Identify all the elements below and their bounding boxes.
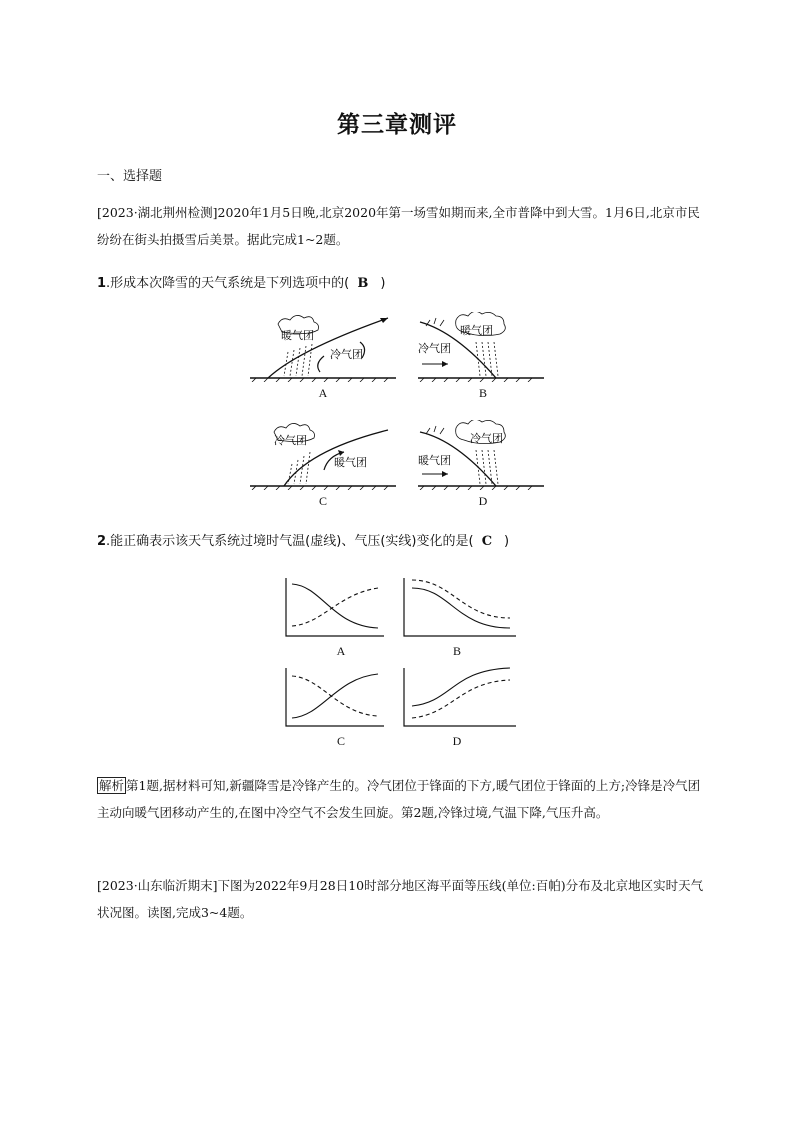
question-2-number: 2 bbox=[97, 534, 107, 549]
page-title: 第三章测评 bbox=[337, 112, 457, 138]
label-lower: 暖气团 bbox=[334, 456, 367, 469]
intro-paragraph-1: [2023·湖北荆州检测]2020年1月5日晚,北京2020年第一场雪如期而来,全市普降中到大雪。1月6日,北京市民纷纷在街头拍摄雪后美景。据此完成1~2题。 bbox=[97, 205, 700, 247]
graph-caption-d: D bbox=[452, 734, 462, 748]
graph-b bbox=[400, 576, 518, 644]
front-diagram-a bbox=[248, 312, 398, 386]
question-2-text: .能正确表示该天气系统过境时气温(虚线)、气压(实线)变化的是( bbox=[106, 534, 474, 549]
label-upper: 冷气团 bbox=[470, 432, 503, 445]
caption-a: A bbox=[318, 386, 328, 400]
caption-c: C bbox=[318, 494, 327, 508]
front-diagram-d bbox=[416, 420, 546, 494]
question-2-answer: C bbox=[481, 534, 493, 549]
label-lower: 冷气团 bbox=[418, 342, 451, 355]
front-diagram-b bbox=[416, 312, 546, 386]
question-2 bbox=[97, 530, 509, 549]
question-1-text: .形成本次降雪的天气系统是下列选项中的( bbox=[106, 276, 350, 291]
question-1-answer: B bbox=[357, 276, 369, 291]
question-2-close: ) bbox=[504, 534, 510, 549]
intro-paragraph-2: [2023·山东临沂期末]下图为2022年9月28日10时部分地区海平面等压线(单位:百帕)分布及北京地区实时天气状况图。读图,完成3~4题。 bbox=[97, 878, 704, 920]
caption-b: B bbox=[478, 386, 487, 400]
graph-caption-c: C bbox=[336, 734, 345, 748]
graph-d bbox=[400, 666, 518, 734]
front-diagram-c bbox=[248, 420, 398, 494]
caption-d: D bbox=[478, 494, 488, 508]
label-upper: 暖气团 bbox=[460, 324, 493, 337]
label-lower: 冷气团 bbox=[330, 348, 363, 361]
graph-c bbox=[282, 666, 386, 734]
label-upper: 暖气团 bbox=[281, 329, 314, 342]
label-upper: 冷气团 bbox=[274, 434, 307, 447]
graph-caption-a: A bbox=[336, 644, 346, 658]
analysis-tag: 解析 bbox=[99, 778, 125, 793]
question-1-close: ) bbox=[380, 276, 386, 291]
label-lower: 暖气团 bbox=[418, 454, 451, 467]
analysis-block bbox=[97, 772, 707, 826]
graph-caption-b: B bbox=[452, 644, 461, 658]
graph-a bbox=[282, 576, 386, 644]
question-1-number: 1 bbox=[97, 276, 107, 291]
section-heading: 一、选择题 bbox=[97, 169, 163, 184]
analysis-text: 第1题,据材料可知,新疆降雪是冷锋产生的。冷气团位于锋面的下方,暖气团位于锋面的上方;冷锋是冷气团主动向暖气团移动产生的,在图中冷空气不会发生回旋。第2题,冷锋过境,气温下降,气压升高。 bbox=[97, 778, 701, 820]
question-1 bbox=[97, 272, 385, 291]
